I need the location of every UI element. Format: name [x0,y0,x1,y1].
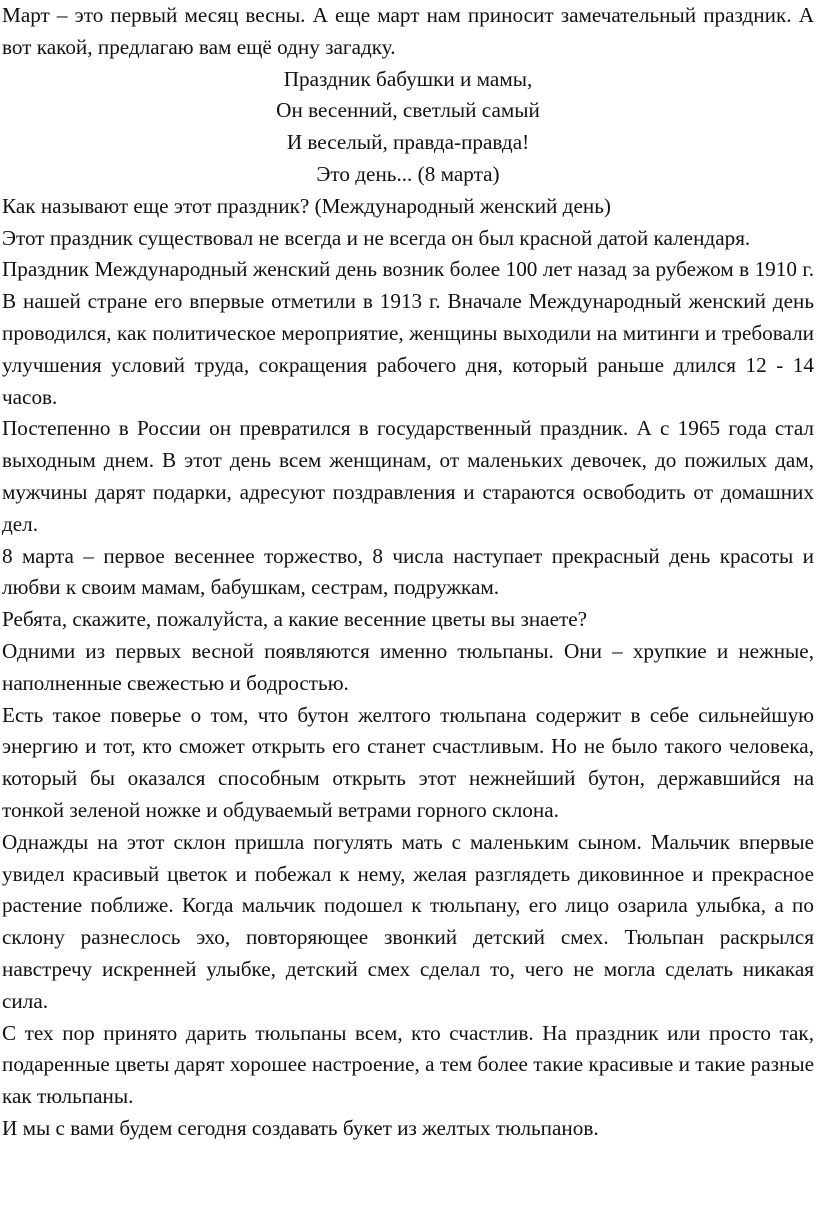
poem-line: И веселый, правда-правда! [286,130,530,155]
paragraph-history: Праздник Международный женский день возник более 100 лет назад за рубежом в 1910 г. В нашей стране его впервые отметили в 1913 г. Вначале Международный женский день проводился, как политическое мероприятие, женщины выходили на митинги и требовали улучшения условий труда, сокращения рабочего дня, который раньше длился 12 - 14 часов. [2,257,814,409]
paragraph-tulips: Одними из первых весной появляются именно тюльпаны. Они – хрупкие и нежные, наполненные свежестью и бодростью. [2,638,814,695]
riddle-poem [2,64,814,191]
poem-line: Он весенний, светлый самый [276,98,540,123]
paragraph-question-flowers: Ребята, скажите, пожалуйста, а какие весенние цветы вы знаете? [2,607,588,632]
paragraph-question-holiday-name: Как называют еще этот праздник? (Международный женский день) [2,193,611,218]
poem-line-answer: Это день... (8 марта) [316,161,500,186]
document-page [2,0,814,1145]
paragraph-bouquet-task: И мы с вами будем сегодня создавать букет из желтых тюльпанов. [2,1115,599,1140]
poem-line: Праздник бабушки и мамы, [283,66,533,91]
paragraph-mother-and-son: Однажды на этот склон пришла погулять мать с маленьким сыном. Мальчик впервые увидел красивый цветок и побежал к нему, желая разглядеть диковинное и прекрасное растение поближе. Когда мальчик подошел к тюльпану, его лицо озарила улыбка, а по склону разнеслось эхо, повторяющее звонкий детский смех. Тюльпан раскрылся навстречу искренней улыбке, детский смех сделал то, чего не могла сделать никакая сила. [2,829,814,1013]
paragraph-tulip-legend: Есть такое поверье о том, что бутон желтого тюльпана содержит в себе сильнейшую энергию и тот, кто сможет открыть его станет счастливым. Но не было такого человека, который бы оказался способным открыть этот нежнейший бутон, державшийся на тонкой зеленой ножке и обдуваемый ветрами горного склона. [2,702,814,822]
paragraph-russia-holiday: Постепенно в России он превратился в государственный праздник. А с 1965 года стал выходным днем. В этот день всем женщинам, от маленьких девочек, до пожилых дам, мужчины дарят подарки, адресуют поздравления и стараются освободить от домашних дел. [2,416,814,536]
paragraph-first-spring-celebration: 8 марта – первое весеннее торжество, 8 числа наступает прекрасный день красоты и любви к своим мамам, бабушкам, сестрам, подружкам. [2,543,814,600]
paragraph-giving-tulips: С тех пор принято дарить тюльпаны всем, кто счастлив. На праздник или просто так, подаренные цветы дарят хорошее настроение, а тем более такие красивые и такие разные как тюльпаны. [2,1020,814,1109]
paragraph-not-always-red-date: Этот праздник существовал не всегда и не всегда он был красной датой календаря. [2,225,751,250]
intro-paragraph: Март – это первый месяц весны. А еще март нам приносит замечательный праздник. А вот какой, предлагаю вам ещё одну загадку. [2,3,814,59]
